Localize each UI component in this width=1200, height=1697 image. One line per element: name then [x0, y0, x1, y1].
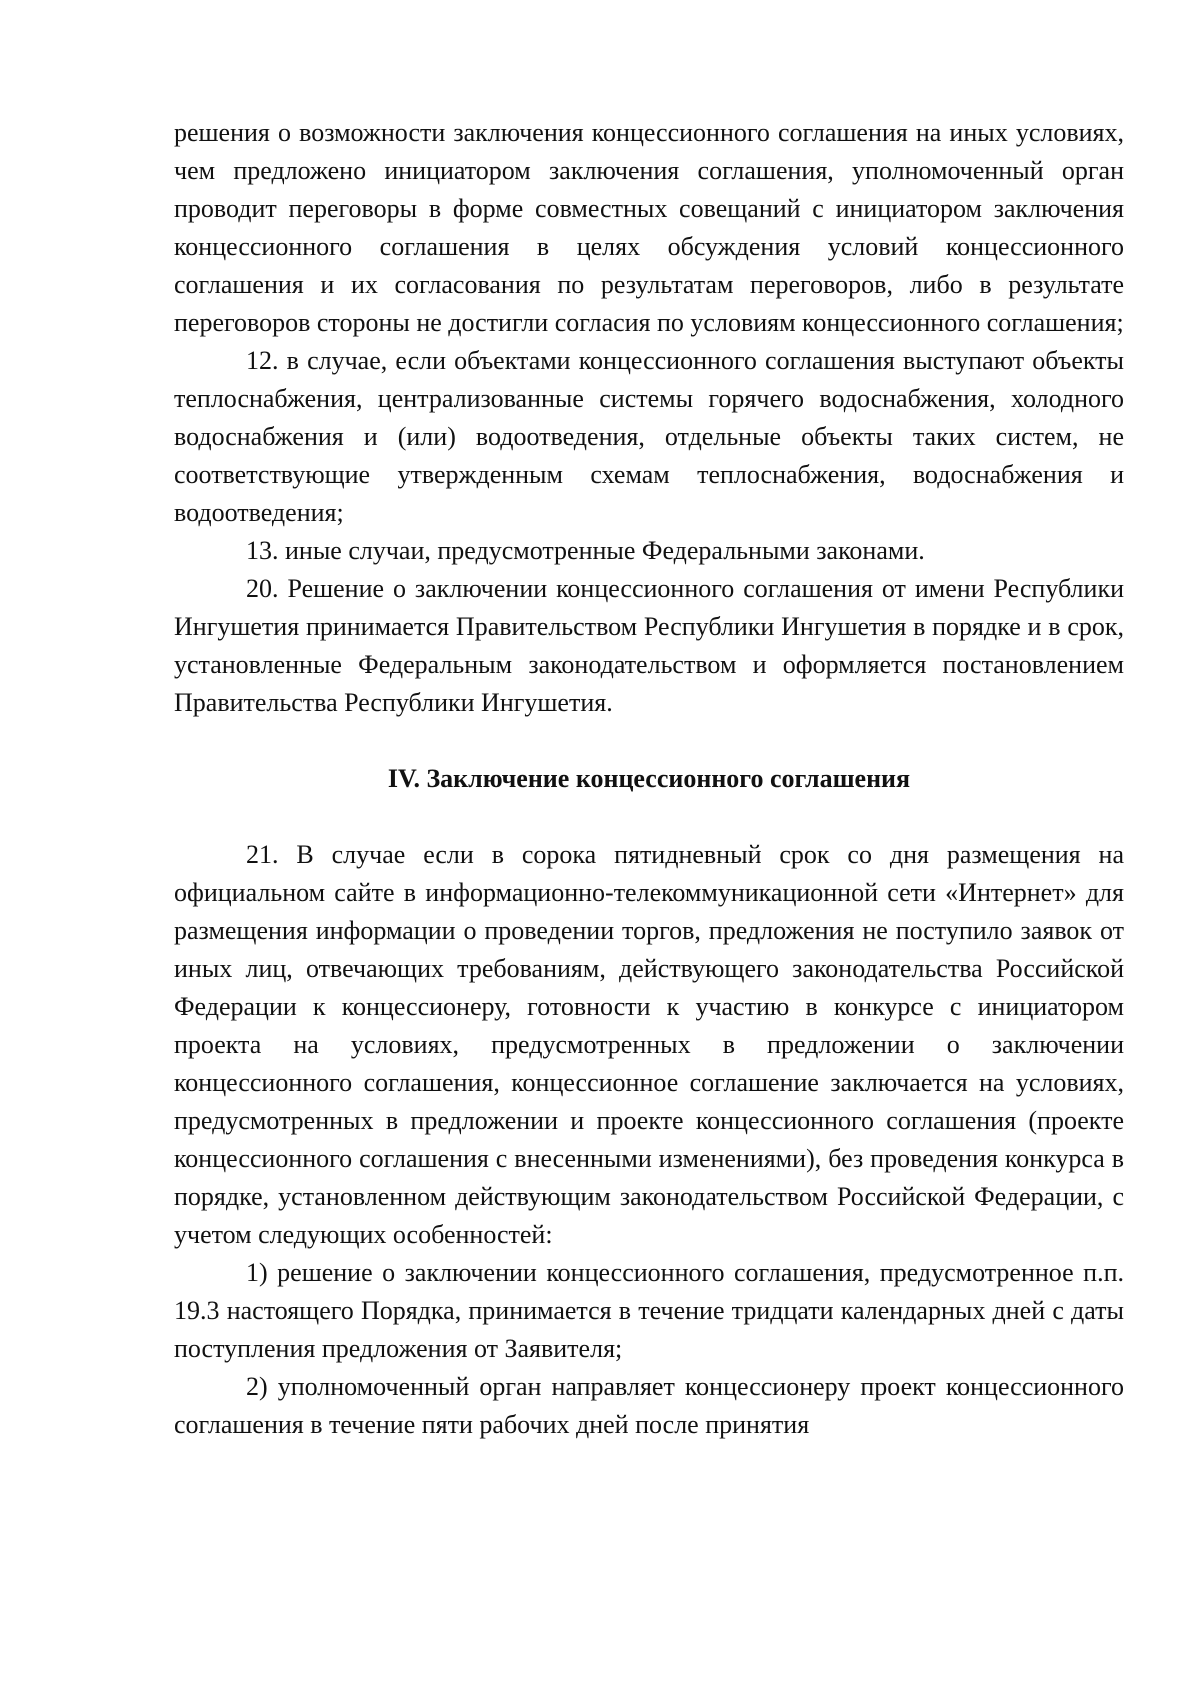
- paragraph-item-12: 12. в случае, если объектами концессионного соглашения выступают объекты теплоснабжения, централизованные системы горячего водоснабжения, холодного водоснабжения и (или) водоотведения, отдельные объекты таких систем, не соответствующие утвержденным схемам теплоснабжения, водоснабжения и водоотведения;: [174, 346, 1124, 527]
- paragraph-item-13: 13. иные случаи, предусмотренные Федеральными законами.: [246, 536, 925, 565]
- paragraph-item-20: 20. Решение о заключении концессионного соглашения от имени Республики Ингушетия принимается Правительством Республики Ингушетия в порядке и в срок, установленные Федеральным законодательством и оформляется постановлением Правительства Республики Ингушетия.: [174, 574, 1124, 717]
- document-body: [174, 114, 1124, 1444]
- section-heading: IV. Заключение концессионного соглашения: [387, 764, 911, 793]
- paragraph-subitem-1: 1) решение о заключении концессионного соглашения, предусмотренное п.п. 19.3 настоящего Порядка, принимается в течение тридцати календарных дней с даты поступления предложения от Заявителя;: [174, 1258, 1124, 1363]
- paragraph-continuation: решения о возможности заключения концессионного соглашения на иных условиях, чем предложено инициатором заключения соглашения, уполномоченный орган проводит переговоры в форме совместных совещаний с инициатором заключения концессионного соглашения в целях обсуждения условий концессионного соглашения и их согласования по результатам переговоров, либо в результате переговоров стороны не достигли согласия по условиям концессионного соглашения;: [174, 118, 1124, 337]
- paragraph-subitem-2: 2) уполномоченный орган направляет концессионеру проект концессионного соглашения в течение пяти рабочих дней после принятия: [174, 1372, 1124, 1439]
- paragraph-item-21: 21. В случае если в сорока пятидневный срок со дня размещения на официальном сайте в информационно-телекоммуникационной сети «Интернет» для размещения информации о проведении торгов, предложения не поступило заявок от иных лиц, отвечающих требованиям, действующего законодательства Российской Федерации к концессионеру, готовности к участию в конкурсе с инициатором проекта на условиях, предусмотренных в предложении о заключении концессионного соглашения, концессионное соглашение заключается на условиях, предусмотренных в предложении и проекте концессионного соглашения (проекте концессионного соглашения с внесенными изменениями), без проведения конкурса в порядке, установленном действующим законодательством Российской Федерации, с учетом следующих особенностей:: [174, 840, 1124, 1249]
